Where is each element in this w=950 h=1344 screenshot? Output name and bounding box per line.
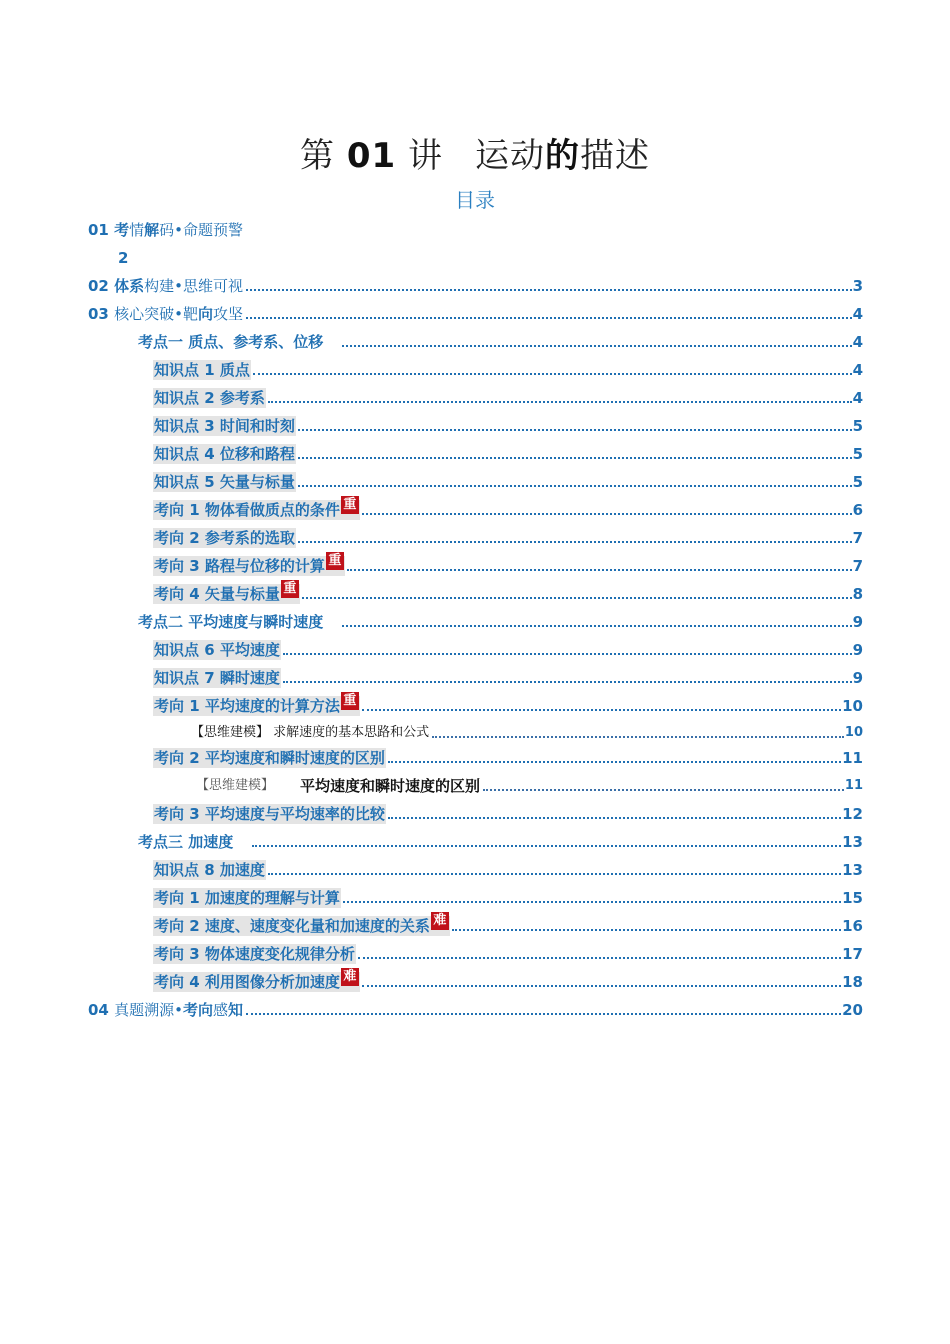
toc-entry-02[interactable]: 02 体系构建•思维可视 3 <box>88 277 863 295</box>
toc-entry[interactable]: 知识点 5 矢量与标量 5 <box>154 473 863 491</box>
toc-entry[interactable]: 考向 3 平均速度与平均速率的比较 12 <box>154 805 863 823</box>
badge-important: 重 <box>341 692 359 710</box>
toc-entry-kaodian-1[interactable]: 考点一 质点、参考系、位移 4 <box>138 333 863 351</box>
toc-entry[interactable]: 考向 2 速度、速度变化量和加速度的关系 难 16 <box>154 913 863 935</box>
toc-entry[interactable]: 考向 4 矢量与标量 重 8 <box>154 581 863 603</box>
toc-entry[interactable]: 考向 1 加速度的理解与计算 15 <box>154 889 863 907</box>
toc-entry[interactable]: 知识点 6 平均速度 9 <box>154 641 863 659</box>
badge-difficult: 难 <box>341 968 359 986</box>
badge-important: 重 <box>341 496 359 514</box>
toc-entry[interactable]: 考向 3 路程与位移的计算 重 7 <box>154 553 863 575</box>
toc-entry[interactable]: 考向 4 利用图像分析加速度 难 18 <box>154 969 863 991</box>
title-number: 01 <box>346 136 397 176</box>
toc-entry[interactable]: 知识点 8 加速度 13 <box>154 861 863 879</box>
toc-entry-01-page: 2 <box>118 249 129 267</box>
toc-heading: 目录 <box>455 188 495 212</box>
toc-entry[interactable]: 考向 3 物体速度变化规律分析 17 <box>154 945 863 963</box>
badge-important: 重 <box>281 580 299 598</box>
badge-difficult: 难 <box>431 912 449 930</box>
title-part: 描述 <box>579 136 650 176</box>
toc-entry[interactable]: 知识点 4 位移和路程 5 <box>154 445 863 463</box>
badge-important: 重 <box>326 552 344 570</box>
toc-entry[interactable]: 知识点 2 参考系 4 <box>154 389 863 407</box>
toc-entry[interactable]: 考向 2 平均速度和瞬时速度的区别 11 <box>154 749 863 767</box>
title-part: 讲 <box>407 136 443 176</box>
toc-entry-model[interactable]: 【思维建模】 求解速度的基本思路和公式 10 <box>191 725 863 740</box>
toc-entry[interactable]: 考向 1 平均速度的计算方法 重 10 <box>154 693 863 715</box>
toc-entry[interactable]: 知识点 7 瞬时速度 9 <box>154 669 863 687</box>
toc-entry-kaodian-3[interactable]: 考点三 加速度 13 <box>138 833 863 851</box>
toc-entry[interactable]: 考向 2 参考系的选取 7 <box>154 529 863 547</box>
toc-entry-03[interactable]: 03 核心突破•靶向攻坚 4 <box>88 305 863 323</box>
toc-entry-kaodian-2[interactable]: 考点二 平均速度与瞬时速度 9 <box>138 613 863 631</box>
toc-entry[interactable]: 知识点 1 质点 4 <box>154 361 863 379</box>
title-part: 运动 <box>474 136 545 176</box>
title-part: 第 <box>300 136 336 176</box>
toc-entry[interactable]: 知识点 3 时间和时刻 5 <box>154 417 863 435</box>
title-part: 的 <box>544 136 580 176</box>
toc-entry-model[interactable]: 【思维建模】 平均速度和瞬时速度的区别 11 <box>196 777 863 795</box>
toc-entry[interactable]: 考向 1 物体看做质点的条件 重 6 <box>154 497 863 519</box>
toc-entry-04[interactable]: 04 真题溯源•考向感知 20 <box>88 1001 863 1019</box>
document-title <box>0 128 950 177</box>
toc-entry-01[interactable]: 01 考情解码•命题预警 <box>88 221 244 239</box>
